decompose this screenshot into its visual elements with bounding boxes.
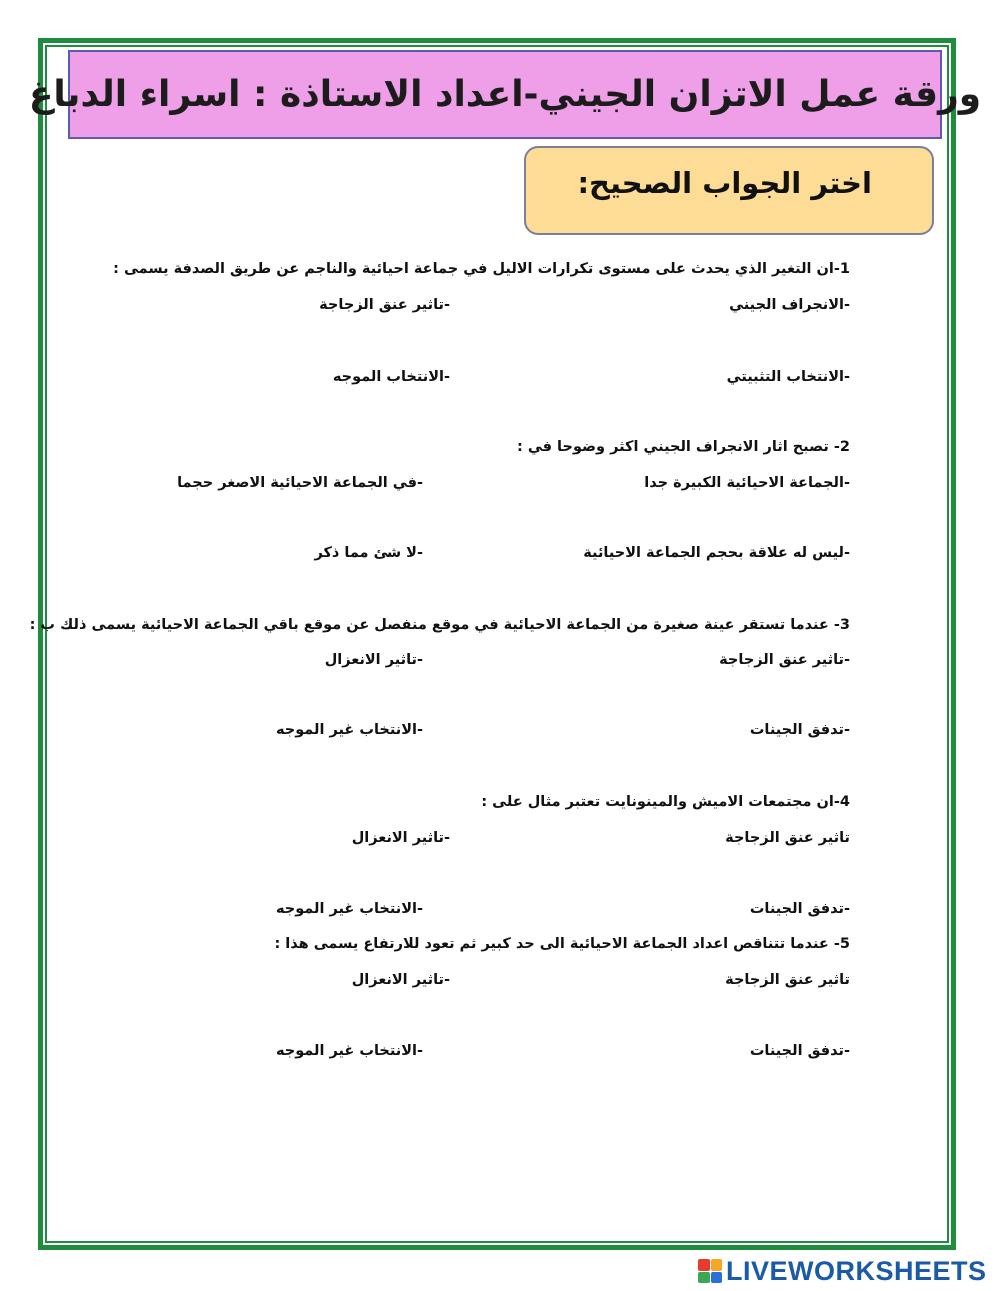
- q1-option-4[interactable]: -الانتخاب الموجه: [332, 369, 450, 385]
- question-3: 3- عندما تستقر عينة صغيرة من الجماعة الاحيائية في موقع منفصل عن موقع باقي الجماعة الاحيائية يسمى ذلك ب :: [29, 617, 850, 633]
- instruction-banner: [524, 146, 934, 235]
- instruction-text: اختر الجواب الصحيح:: [577, 166, 872, 200]
- question-4: 4-ان مجتمعات الاميش والمينونايت تعتبر مثال على :: [481, 794, 850, 810]
- q2-option-4[interactable]: -لا شئ مما ذكر: [314, 545, 423, 561]
- question-5: 5- عندما تتناقص اعداد الجماعة الاحيائية الى حد كبير ثم تعود للارتفاع يسمى هذا :: [274, 936, 850, 952]
- q2-option-3[interactable]: -ليس له علاقة بحجم الجماعة الاحيائية: [583, 545, 850, 561]
- brand-name: LIVEWORKSHEETS: [726, 1255, 987, 1286]
- worksheet-title: ورقة عمل الاتزان الجيني-اعداد الاستاذة : اسراء الدباغ: [28, 74, 982, 115]
- q5-option-2[interactable]: -تاثير الانعزال: [351, 972, 450, 988]
- q5-option-1[interactable]: تاثير عنق الزجاجة: [725, 972, 850, 988]
- logo-tile-4: [711, 1272, 723, 1284]
- q3-option-3[interactable]: -تدفق الجينات: [749, 722, 850, 738]
- liveworksheets-brand[interactable]: [698, 1255, 987, 1287]
- q1-option-3[interactable]: -الانتخاب التثبيتي: [726, 369, 850, 385]
- logo-tile-3: [698, 1272, 710, 1284]
- q3-option-1[interactable]: -تاثير عنق الزجاجة: [719, 652, 850, 668]
- q4-option-2[interactable]: -تاثير الانعزال: [351, 830, 450, 846]
- q3-option-2[interactable]: -تاثير الانعزال: [324, 652, 423, 668]
- q1-option-1[interactable]: -الانجراف الجيني: [729, 297, 850, 313]
- q4-option-3[interactable]: -تدفق الجينات: [749, 901, 850, 917]
- question-1: 1-ان التغير الذي يحدث على مستوى تكرارات الاليل في جماعة احيائية والناجم عن طريق الصدفة يسمى :: [113, 261, 850, 277]
- q4-option-4[interactable]: -الانتخاب غير الموجه: [275, 901, 423, 917]
- logo-tile-2: [711, 1259, 723, 1271]
- worksheet-title-banner: [28, 50, 982, 139]
- q1-option-2[interactable]: -تاثير عنق الزجاجة: [319, 297, 450, 313]
- q2-option-1[interactable]: -الجماعة الاحيائية الكبيرة جدا: [644, 475, 850, 491]
- q4-option-1[interactable]: تاثير عنق الزجاجة: [725, 830, 850, 846]
- q3-option-4[interactable]: -الانتخاب غير الموجه: [275, 722, 423, 738]
- q2-option-2[interactable]: -في الجماعة الاحيائية الاصغر حجما: [177, 475, 423, 491]
- q5-option-3[interactable]: -تدفق الجينات: [749, 1043, 850, 1059]
- logo-tile-1: [698, 1259, 710, 1271]
- liveworksheets-logo-icon: [698, 1259, 722, 1283]
- question-2: 2- تصبح اثار الانجراف الجيني اكثر وضوحا في :: [517, 439, 850, 455]
- q5-option-4[interactable]: -الانتخاب غير الموجه: [275, 1043, 423, 1059]
